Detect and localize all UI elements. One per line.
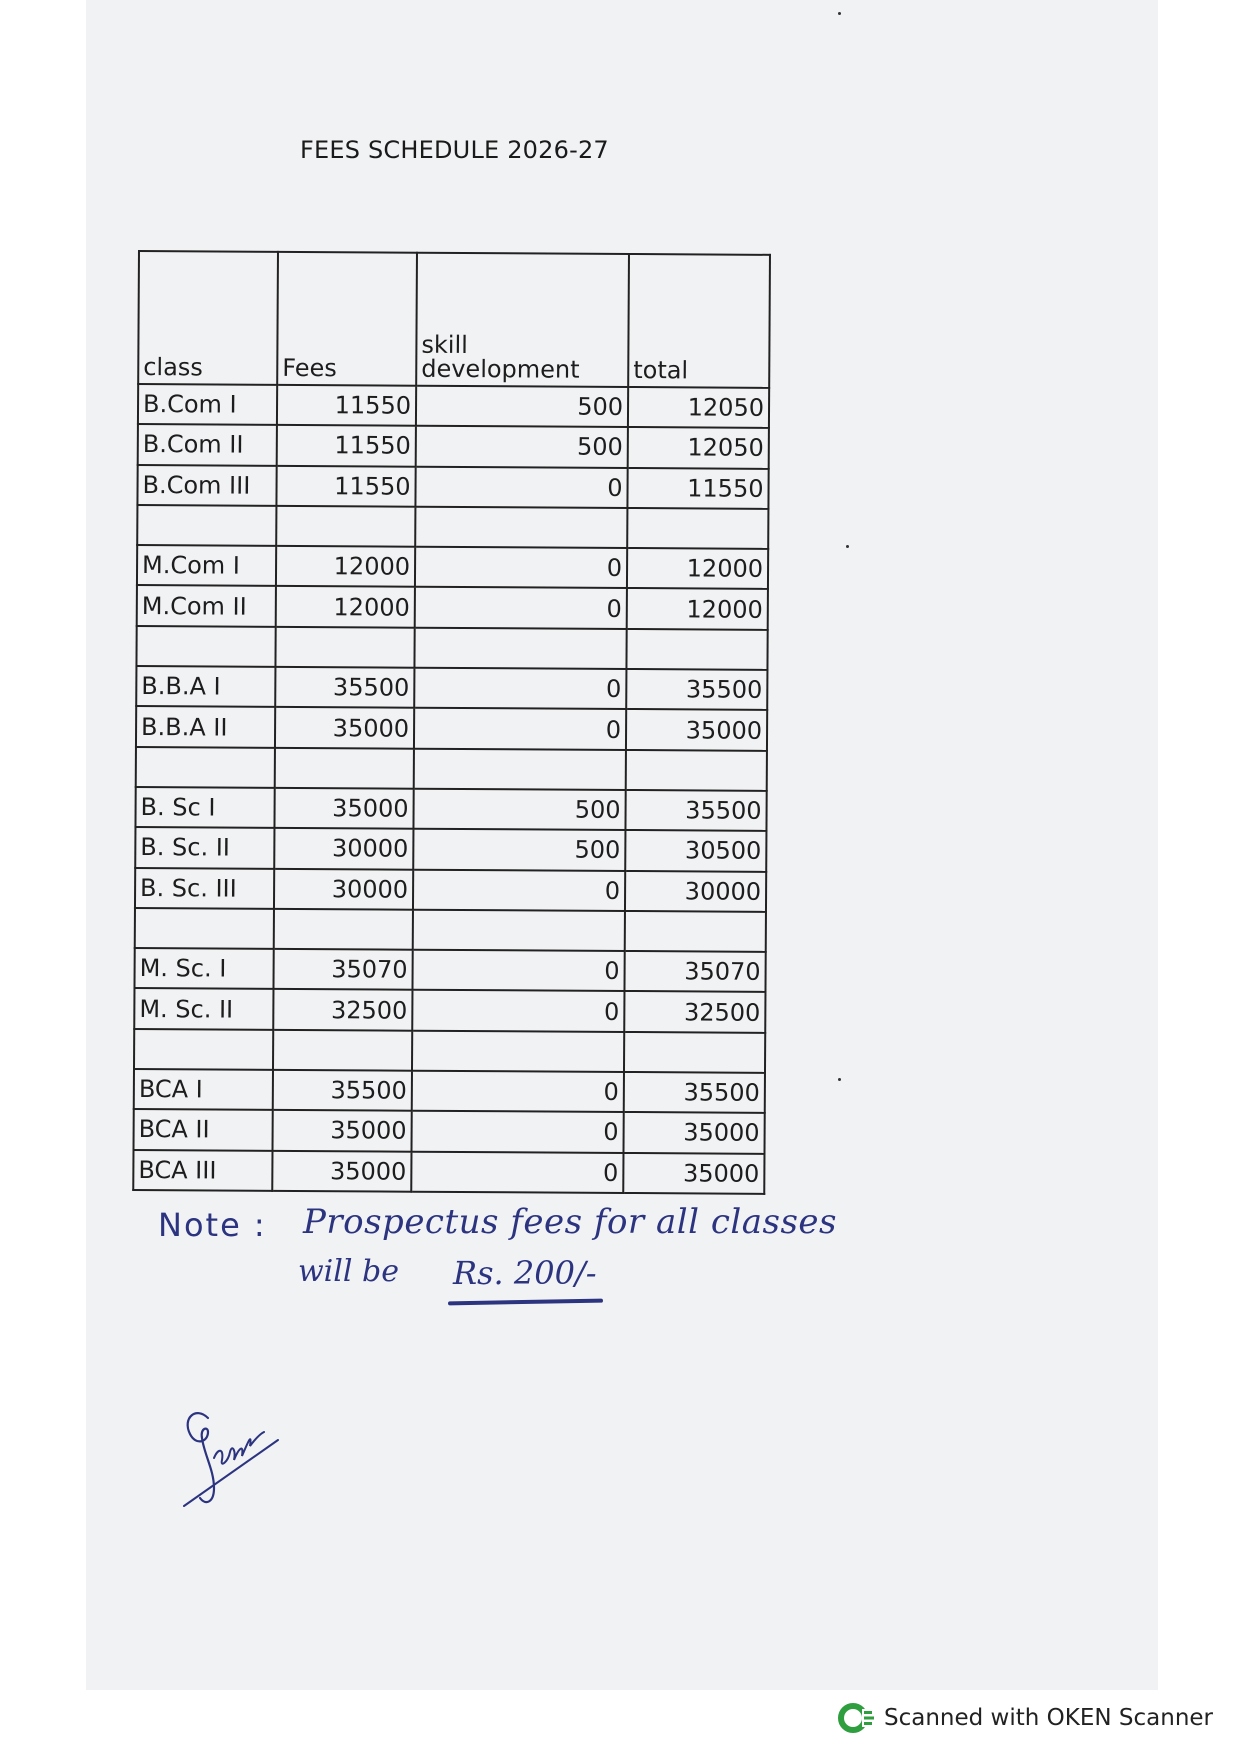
- cell-total: [625, 911, 766, 952]
- cell-total: 30500: [625, 830, 766, 871]
- cell-fees: [275, 748, 414, 789]
- cell-fees: 35500: [273, 1070, 412, 1111]
- table-row: [134, 1109, 765, 1153]
- cell-fees: 32500: [273, 989, 412, 1030]
- table-row: [137, 545, 768, 589]
- cell-class: BCA II: [134, 1109, 273, 1150]
- cell-total: 35500: [626, 669, 767, 710]
- cell-fees: 30000: [274, 828, 413, 869]
- cell-skill-development: 0: [414, 668, 626, 710]
- cell-skill-development: 0: [415, 547, 627, 589]
- table-row: [138, 384, 769, 428]
- dust-speck: [838, 12, 841, 15]
- note-line-2: will be: [298, 1254, 399, 1289]
- fees-table-body: [133, 384, 769, 1194]
- table-row: [135, 868, 766, 912]
- cell-skill-development: [412, 1030, 624, 1072]
- cell-skill-development: 0: [412, 1071, 624, 1113]
- cell-skill-development: 500: [413, 829, 625, 871]
- scanner-footer: [838, 1700, 1213, 1736]
- cell-class: B. Sc. III: [135, 868, 274, 909]
- cell-skill-development: 500: [416, 426, 628, 468]
- cell-total: 12000: [627, 548, 768, 589]
- cell-skill-development: 0: [413, 869, 625, 911]
- cell-fees: 35000: [274, 788, 413, 829]
- cell-total: 12000: [627, 588, 768, 629]
- cell-fees: 11550: [277, 425, 416, 466]
- cell-fees: 30000: [274, 868, 413, 909]
- cell-total: 35500: [624, 1072, 765, 1113]
- cell-total: 12050: [628, 427, 769, 468]
- cell-fees: [273, 1030, 412, 1071]
- cell-class: B. Sc I: [135, 787, 274, 828]
- cell-total: [626, 750, 767, 791]
- handwritten-note: [158, 1198, 858, 1318]
- table-header-row: [138, 251, 770, 388]
- cell-fees: 12000: [276, 586, 415, 627]
- cell-skill-development: 0: [415, 587, 627, 629]
- cell-class: M.Com I: [137, 545, 276, 586]
- cell-skill-development: [414, 627, 626, 669]
- cell-total: 35000: [623, 1112, 764, 1153]
- table-row: [136, 666, 767, 710]
- cell-class: [136, 626, 275, 667]
- cell-total: 12050: [628, 387, 769, 428]
- cell-skill-development: 0: [415, 466, 627, 508]
- cell-total: 32500: [624, 991, 765, 1032]
- cell-fees: 35000: [275, 707, 414, 748]
- cell-class: [137, 505, 276, 546]
- cell-total: 35000: [623, 1153, 764, 1194]
- table-spacer-row: [134, 1029, 765, 1073]
- cell-fees: 35070: [273, 949, 412, 990]
- cell-fees: 12000: [276, 546, 415, 587]
- cell-skill-development: 0: [411, 1151, 623, 1193]
- oken-scanner-logo-icon: [838, 1700, 874, 1736]
- cell-fees: [276, 506, 415, 547]
- header-class: class: [138, 251, 278, 385]
- cell-class: B. Sc. II: [135, 827, 274, 868]
- cell-class: B.B.A I: [136, 666, 275, 707]
- table-row: [135, 787, 766, 831]
- table-row: [136, 706, 767, 750]
- cell-total: 35070: [624, 951, 765, 992]
- cell-fees: 35000: [273, 1110, 412, 1151]
- table-row: [134, 1069, 765, 1113]
- cell-class: [135, 908, 274, 949]
- cell-skill-development: 500: [416, 386, 628, 428]
- header-skill-development: skill development: [416, 253, 629, 387]
- cell-skill-development: [413, 910, 625, 952]
- header-fees: Fees: [277, 252, 417, 386]
- table-spacer-row: [137, 505, 768, 549]
- note-label: Note :: [158, 1206, 267, 1244]
- dust-speck: [838, 1078, 841, 1081]
- note-line-1: Prospectus fees for all classes: [303, 1202, 837, 1242]
- page-title: FEES SCHEDULE 2026-27: [300, 136, 609, 164]
- cell-total: 11550: [627, 468, 768, 509]
- cell-fees: 35000: [272, 1150, 411, 1191]
- cell-class: B.Com III: [137, 465, 276, 506]
- header-total: total: [628, 254, 770, 388]
- cell-total: [624, 1032, 765, 1073]
- cell-fees: 11550: [276, 465, 415, 506]
- cell-total: 35000: [626, 709, 767, 750]
- table-row: [138, 424, 769, 468]
- cell-skill-development: 0: [412, 990, 624, 1032]
- cell-class: B.Com I: [138, 384, 277, 425]
- cell-total: 30000: [625, 871, 766, 912]
- dust-speck: [846, 545, 849, 548]
- cell-class: M. Sc. II: [134, 988, 273, 1029]
- scanner-watermark-text: Scanned with OKEN Scanner: [884, 1705, 1213, 1731]
- table-row: [135, 827, 766, 871]
- cell-fees: [275, 627, 414, 668]
- cell-class: [134, 1029, 273, 1070]
- cell-class: [136, 747, 275, 788]
- table-row: [137, 585, 768, 629]
- cell-skill-development: 0: [411, 1111, 623, 1153]
- cell-skill-development: 0: [414, 708, 626, 750]
- note-amount-underline: [448, 1299, 603, 1306]
- table-row: [133, 1150, 764, 1194]
- cell-class: B.B.A II: [136, 706, 275, 747]
- fees-table: [132, 250, 771, 1195]
- cell-skill-development: [414, 748, 626, 790]
- cell-total: 35500: [625, 790, 766, 831]
- note-amount: Rs. 200/-: [453, 1254, 597, 1292]
- cell-fees: 35500: [275, 667, 414, 708]
- cell-total: [627, 508, 768, 549]
- table-row: [134, 988, 765, 1032]
- table-spacer-row: [136, 626, 767, 670]
- cell-class: M. Sc. I: [134, 948, 273, 989]
- cell-skill-development: [415, 507, 627, 549]
- cell-skill-development: 0: [412, 950, 624, 992]
- table-spacer-row: [136, 747, 767, 791]
- cell-class: BCA III: [133, 1150, 272, 1191]
- cell-class: M.Com II: [137, 585, 276, 626]
- cell-total: [626, 629, 767, 670]
- table-row: [137, 465, 768, 509]
- table-row: [134, 948, 765, 992]
- cell-class: B.Com II: [138, 424, 277, 465]
- cell-fees: 11550: [277, 385, 416, 426]
- table-spacer-row: [135, 908, 766, 952]
- cell-skill-development: 500: [413, 789, 625, 831]
- signature: [178, 1398, 288, 1513]
- cell-class: BCA I: [134, 1069, 273, 1110]
- cell-fees: [274, 909, 413, 950]
